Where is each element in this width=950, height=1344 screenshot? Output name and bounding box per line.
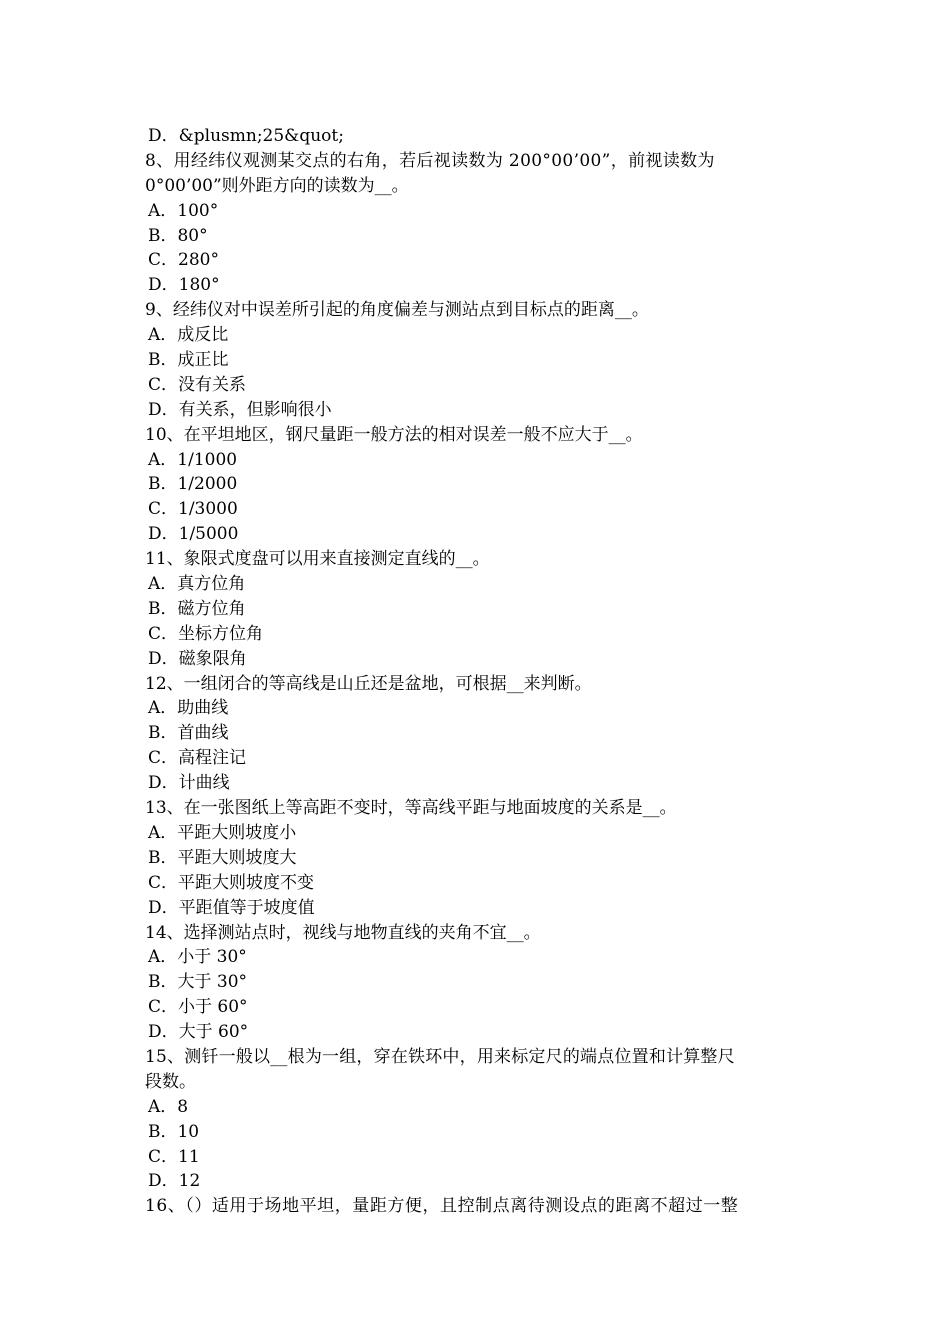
question-8-stem-line-1: 8、用经纬仪观测某交点的右角，若后视读数为 200°00’00”，前视读数为 [145, 150, 715, 171]
document-page [145, 124, 810, 1219]
question-12-stem: 12、一组闭合的等高线是山丘还是盆地，可根据__来判断。 [145, 673, 592, 694]
option-14-b: B．大于 30° [148, 972, 248, 993]
option-15-d: D．12 [148, 1171, 201, 1192]
question-15-stem-line-2: 段数。 [145, 1071, 196, 1092]
question-11 [145, 547, 810, 671]
question-14-stem: 14、选择测站点时，视线与地物直线的夹角不宜__。 [145, 922, 541, 943]
question-15-stem-line-1: 15、测钎一般以__根为一组，穿在铁环中，用来标定尺的端点位置和计算整尺 [145, 1046, 735, 1067]
option-12-b: B．首曲线 [148, 723, 229, 744]
option-15-b: B．10 [148, 1121, 200, 1142]
option-13-d: D．平距值等于坡度值 [148, 897, 315, 918]
option-10-d: D．1/5000 [148, 524, 239, 545]
option-14-a: A．小于 30° [148, 947, 247, 968]
option-11-d: D．磁象限角 [148, 648, 247, 669]
option-7-d: D．&plusmn;25&quot; [148, 126, 344, 146]
option-8-b: B．80° [148, 225, 208, 246]
option-11-a: A．真方位角 [148, 574, 246, 595]
option-9-d: D．有关系，但影响很小 [148, 399, 332, 420]
option-12-c: C．高程注记 [148, 748, 247, 769]
option-10-c: C．1/3000 [148, 499, 238, 520]
question-12 [145, 672, 810, 796]
question-16 [145, 1194, 810, 1219]
option-15-a: A．8 [148, 1096, 189, 1117]
question-10 [145, 423, 810, 547]
question-9-stem: 9、经纬仪对中误差所引起的角度偏差与测站点到目标点的距离__。 [145, 300, 649, 321]
option-9-b: B．成正比 [148, 350, 229, 371]
option-12-d: D．计曲线 [148, 773, 230, 794]
question-8-stem-line-2: 0°00’00”则外距方向的读数为__。 [145, 175, 409, 196]
option-13-a: A．平距大则坡度小 [148, 822, 297, 843]
option-8-d: D．180° [148, 275, 220, 296]
question-8 [145, 149, 810, 298]
option-12-a: A．助曲线 [148, 698, 229, 719]
option-8-a: A．100° [148, 200, 219, 221]
question-16-stem-line-1: 16、（）适用于场地平坦，量距方便，且控制点离待测设点的距离不超过一整 [145, 1196, 739, 1217]
option-13-b: B．平距大则坡度大 [148, 847, 297, 868]
option-11-b: B．磁方位角 [148, 598, 246, 619]
question-13 [145, 796, 810, 920]
option-15-c: C．11 [148, 1146, 200, 1167]
question-13-stem: 13、在一张图纸上等高距不变时，等高线平距与地面坡度的关系是__。 [145, 798, 677, 819]
option-11-c: C．坐标方位角 [148, 623, 264, 644]
question-10-stem: 10、在平坦地区，钢尺量距一般方法的相对误差一般不应大于__。 [145, 424, 643, 445]
option-14-c: C．小于 60° [148, 997, 248, 1018]
question-9 [145, 298, 810, 422]
question-14 [145, 921, 810, 1045]
option-9-c: C．没有关系 [148, 374, 247, 395]
question-11-stem: 11、象限式度盘可以用来直接测定直线的__。 [145, 549, 490, 570]
option-9-a: A．成反比 [148, 325, 229, 346]
option-13-c: C．平距大则坡度不变 [148, 872, 315, 893]
option-10-b: B．1/2000 [148, 474, 238, 495]
option-14-d: D．大于 60° [148, 1022, 249, 1043]
question-15 [145, 1045, 810, 1194]
option-8-c: C．280° [148, 250, 219, 271]
option-10-a: A．1/1000 [148, 449, 238, 470]
